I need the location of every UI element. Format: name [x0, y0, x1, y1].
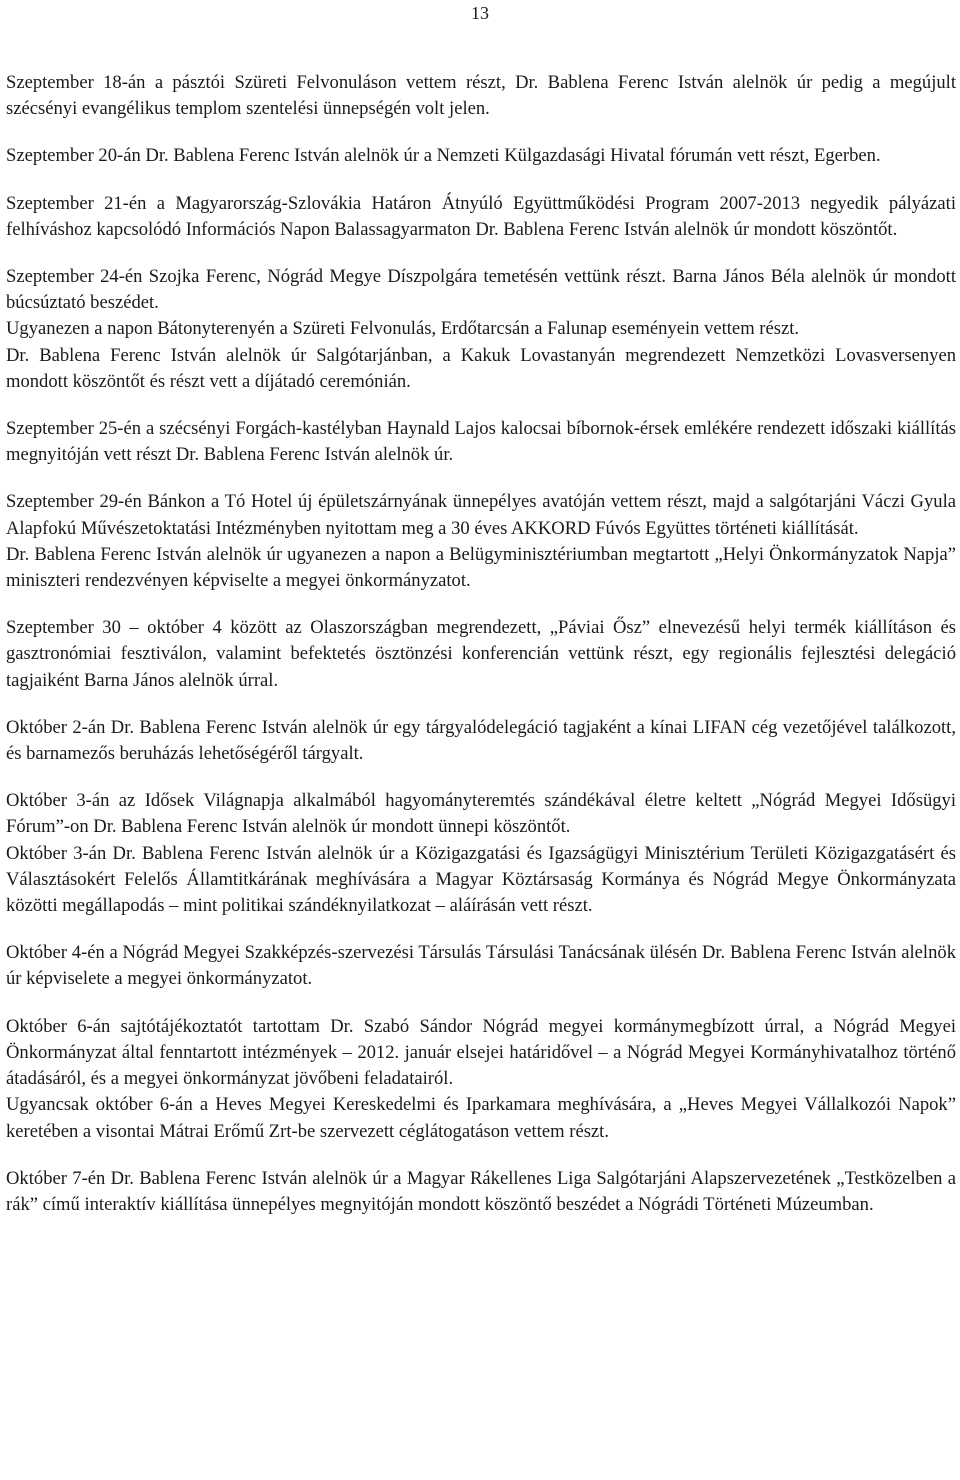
document-body — [6, 70, 956, 1218]
paragraph: Szeptember 30 – október 4 között az Olaszországban megrendezett, „Páviai Ősz” elnevezésű helyi termék kiállításon és gasztronómiai fesztiválon, valamint befektetés ösztönzési konferencián vettünk részt, egy regionális fejlesztési delegáció tagjaiként Barna János alelnök úrral. — [6, 617, 956, 691]
paragraph: Október 2-án Dr. Bablena Ferenc István alelnök úr egy tárgyalódelegáció tagjaként a kínai LIFAN cég vezetőjével találkozott, és barnamezős beruházás lehetőségéről tárgyalt. — [6, 716, 956, 765]
paragraph: Október 3-án az Idősek Világnapja alkalmából hagyományteremtés szándékával életre keltett „Nógrád Megyei Idősügyi Fórum”-on Dr. Bablena Ferenc István alelnök úr mondott ünnepi köszöntőt. — [6, 790, 956, 838]
paragraph: Október 3-án Dr. Bablena Ferenc István alelnök úr a Közigazgatási és Igazságügyi Minisztérium Területi Közigazgatásért és Választásokért Felelős Államtitkárának meghívására a Magyar Köztársaság Kormánya és Nógrád Megye Önkormányzata közötti megállapodás – mint politikai szándéknyilatkozat – aláírásán vett részt. — [6, 842, 956, 917]
paragraph: Szeptember 25-én a szécsényi Forgách-kastélyban Haynald Lajos kalocsai bíbornok-érsek emlékére rendezett időszaki kiállítás megnyitóján vett részt Dr. Bablena Ferenc István alelnök úr. — [6, 418, 956, 466]
paragraph: Október 6-án sajtótájékoztatót tartottam Dr. Szabó Sándor Nógrád megyei kormánymegbízott úrral, a Nógrád Megyei Önkormányzat által fenntartott intézmények – 2012. január elsejei határidővel – a Nógrád Megyei Kormányhivatalhoz történő átadásáról, és a megyei önkormányzat jövőbeni feladatairól. — [6, 1015, 956, 1090]
page-number: 13 — [471, 3, 489, 23]
paragraph: Szeptember 29-én Bánkon a Tó Hotel új épületszárnyának ünnepélyes avatóján vettem részt, majd a salgótarjáni Váczi Gyula Alapfokú Művészetoktatási Intézményben nyitottam meg a 30 éves AKKORD Fúvós Együttes történeti kiállítását. — [6, 491, 956, 539]
paragraph: Október 4-én a Nógrád Megyei Szakképzés-szervezési Társulás Társulási Tanácsának ülésén Dr. Bablena Ferenc István alelnök úr képviselete a megyei önkormányzatot. — [6, 942, 956, 990]
paragraph: Szeptember 20-án Dr. Bablena Ferenc István alelnök úr a Nemzeti Külgazdasági Hivatal fórumán vett részt, Egerben. — [6, 145, 881, 167]
paragraph: Október 7-én Dr. Bablena Ferenc István alelnök úr a Magyar Rákellenes Liga Salgótarjáni Alapszervezetének „Testközelben a rák” című interaktív kiállítása ünnepélyes megnyitóján mondott köszöntő beszédet a Nógrádi Történeti Múzeumban. — [6, 1167, 956, 1215]
paragraph: Dr. Bablena Ferenc István alelnök úr Salgótarjánban, a Kakuk Lovastanyán megrendezett Nemzetközi Lovasversenyen mondott köszöntőt és részt vett a díjátadó ceremónián. — [6, 344, 956, 392]
paragraph: Szeptember 18-án a pásztói Szüreti Felvonuláson vettem részt, Dr. Bablena Ferenc István alelnök úr pedig a megújult szécsényi evangélikus templom szentelési ünnepségén volt jelen. — [6, 72, 956, 120]
paragraph: Szeptember 21-én a Magyarország-Szlovákia Határon Átnyúló Együttműködési Program 2007-2013 negyedik pályázati felhíváshoz kapcsolódó Információs Napon Balassagyarmaton Dr. Bablena Ferenc István alelnök úr mondott köszöntőt. — [6, 192, 956, 240]
paragraph: Ugyanezen a napon Bátonyterenyén a Szüreti Felvonulás, Erdőtarcsán a Falunap eseményein vettem részt. — [6, 318, 800, 340]
paragraph: Dr. Bablena Ferenc István alelnök úr ugyanezen a napon a Belügyminisztériumban megtartott „Helyi Önkormányzatok Napja” miniszteri rendezvényen képviselte a megyei önkormányzatot. — [6, 543, 956, 592]
paragraph: Ugyancsak október 6-án a Heves Megyei Kereskedelmi és Iparkamara meghívására, a „Heves Megyei Vállalkozói Napok” keretében a visontai Mátrai Erőmű Zrt-be szervezett céglátogatáson vettem részt. — [6, 1094, 956, 1142]
paragraph: Szeptember 24-én Szojka Ferenc, Nógrád Megye Díszpolgára temetésén vettünk részt. Barna János Béla alelnök úr mondott búcsúztató beszédet. — [6, 266, 956, 314]
